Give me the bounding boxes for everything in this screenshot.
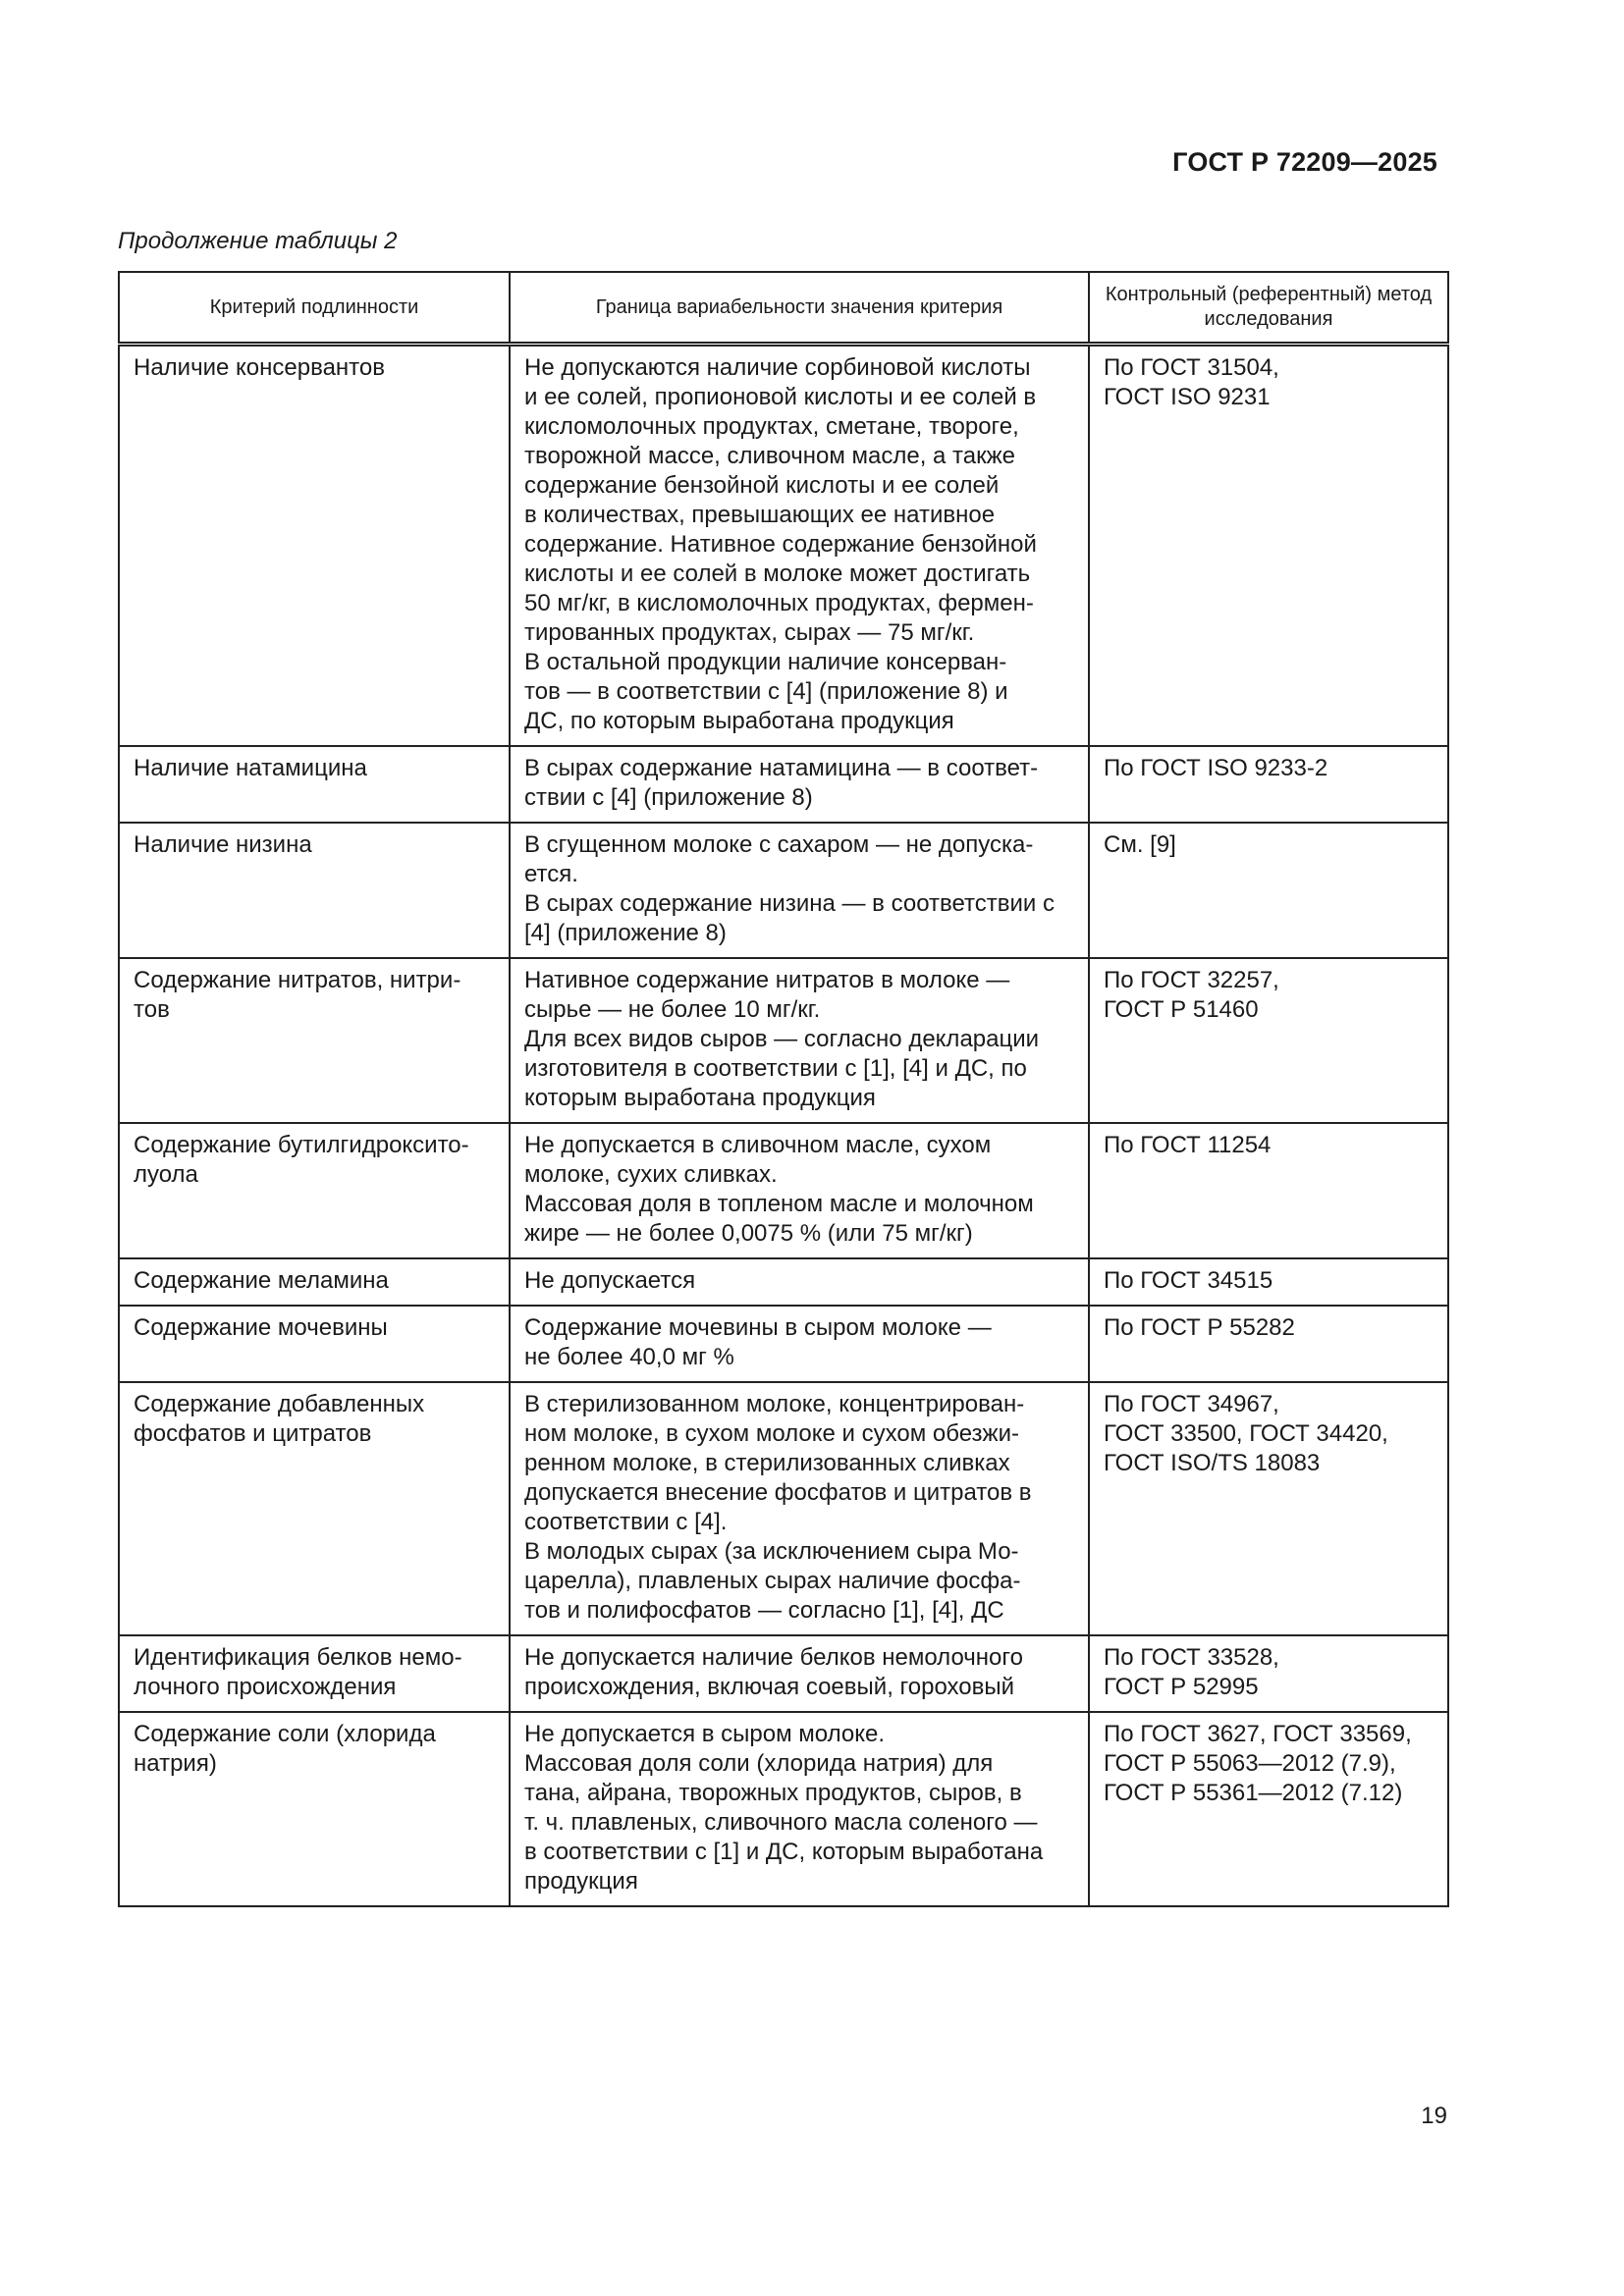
criterion-cell: Содержание соли (хлорида натрия) [119,1712,510,1906]
criterion-cell: Наличие консервантов [119,345,510,747]
criterion-cell: Содержание добавленных фосфатов и цитратов [119,1382,510,1635]
table-header-row [119,272,1448,345]
table-row [119,1123,1448,1258]
criterion-cell: Наличие натамицина [119,746,510,823]
method-cell: По ГОСТ 33528, ГОСТ Р 52995 [1089,1635,1448,1712]
document-code: ГОСТ Р 72209—2025 [1172,147,1437,177]
table-row [119,1258,1448,1306]
method-cell: См. [9] [1089,823,1448,958]
table-row [119,746,1448,823]
limit-cell: В стерилизованном молоке, концентрирован- ном молоке, в сухом молоке и сухом обезжи- ренном молоке, в стерилизованных сливках допускается внесение фосфатов и цитратов в соответствии с [4]. В молодых сырах (за исключением сыра Мо- царелла), плавленых сырах наличие фосфа- тов и полифосфатов — согласно [1], [4], ДС [510,1382,1089,1635]
method-cell: По ГОСТ 32257, ГОСТ Р 51460 [1089,958,1448,1123]
limit-cell: Не допускается в сливочном масле, сухом молоке, сухих сливках. Массовая доля в топленом масле и молочном жире — не более 0,0075 % (или 75 мг/кг) [510,1123,1089,1258]
column-header-limit: Граница вариабельности значения критерия [510,272,1089,345]
table-row [119,958,1448,1123]
authenticity-criteria-table [118,271,1449,1907]
limit-cell: Не допускается в сыром молоке. Массовая доля соли (хлорида натрия) для тана, айрана, творожных продуктов, сыров, в т. ч. плавленых, сливочного масла соленого — в соответствии с [1] и ДС, которым выработана продукция [510,1712,1089,1906]
table-row [119,1712,1448,1906]
method-cell: По ГОСТ Р 55282 [1089,1306,1448,1382]
criterion-cell: Содержание бутилгидроксито- луола [119,1123,510,1258]
table-row [119,345,1448,747]
limit-cell: Не допускается [510,1258,1089,1306]
table-row [119,1635,1448,1712]
criterion-cell: Содержание мочевины [119,1306,510,1382]
criterion-cell: Наличие низина [119,823,510,958]
method-cell: По ГОСТ 34967, ГОСТ 33500, ГОСТ 34420, ГОСТ ISO/TS 18083 [1089,1382,1448,1635]
table-row [119,823,1448,958]
method-cell: По ГОСТ 31504, ГОСТ ISO 9231 [1089,345,1448,747]
method-cell: По ГОСТ ISO 9233-2 [1089,746,1448,823]
table-caption: Продолжение таблицы 2 [118,228,398,254]
limit-cell: Содержание мочевины в сыром молоке — не более 40,0 мг % [510,1306,1089,1382]
page-number: 19 [1421,2103,1447,2129]
limit-cell: В сырах содержание натамицина — в соответ- ствии с [4] (приложение 8) [510,746,1089,823]
method-cell: По ГОСТ 3627, ГОСТ 33569, ГОСТ Р 55063—2012 (7.9), ГОСТ Р 55361—2012 (7.12) [1089,1712,1448,1906]
criterion-cell: Идентификация белков немо- лочного происхождения [119,1635,510,1712]
column-header-criterion: Критерий подлинности [119,272,510,345]
column-header-method: Контрольный (референтный) метод исследования [1089,272,1448,345]
limit-cell: Нативное содержание нитратов в молоке — сырье — не более 10 мг/кг. Для всех видов сыров — согласно декларации изготовителя в соответствии с [1], [4] и ДС, по которым выработана продукция [510,958,1089,1123]
method-cell: По ГОСТ 11254 [1089,1123,1448,1258]
table-row [119,1382,1448,1635]
limit-cell: Не допускаются наличие сорбиновой кислоты и ее солей, пропионовой кислоты и ее солей в кисломолочных продуктах, сметане, твороге, творожной массе, сливочном масле, а также содержание бензойной кислоты и ее солей в количествах, превышающих ее нативное содержание. Нативное содержание бензойной кислоты и ее солей в молоке может достигать 50 мг/кг, в кисломолочных продуктах, фермен- тированных продуктах, сырах — 75 мг/кг. В остальной продукции наличие консерван- тов — в соответствии с [4] (приложение 8) и ДС, по которым выработана продукция [510,345,1089,747]
table-row [119,1306,1448,1382]
limit-cell: Не допускается наличие белков немолочного происхождения, включая соевый, гороховый [510,1635,1089,1712]
criterion-cell: Содержание меламина [119,1258,510,1306]
limit-cell: В сгущенном молоке с сахаром — не допуска- ется. В сырах содержание низина — в соответствии с [4] (приложение 8) [510,823,1089,958]
method-cell: По ГОСТ 34515 [1089,1258,1448,1306]
criterion-cell: Содержание нитратов, нитри- тов [119,958,510,1123]
